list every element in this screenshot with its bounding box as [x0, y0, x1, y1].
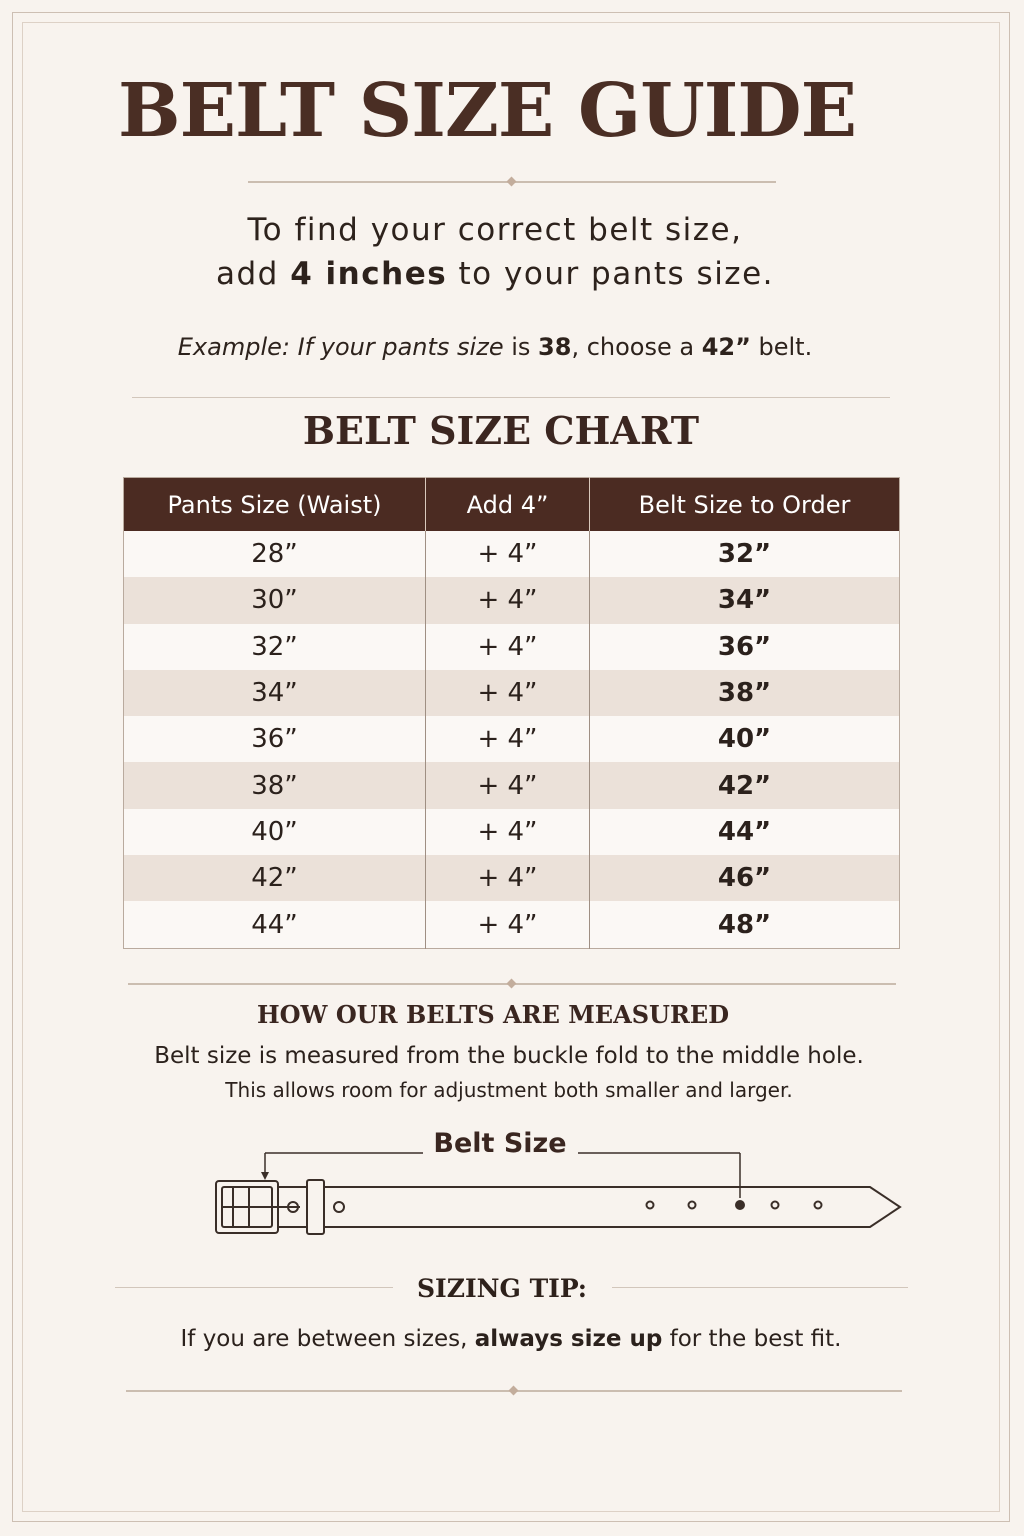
belt-keeper [307, 1180, 324, 1234]
example-text: Example: If your pants size is 38, choose a 42” belt. [177, 333, 813, 361]
belt-size-cell: 48” [590, 901, 900, 948]
add-cell: + 4” [426, 855, 590, 901]
add-cell: + 4” [426, 762, 590, 808]
pants-size-cell: 30” [124, 577, 426, 623]
pants-size-cell: 28” [124, 531, 426, 577]
pants-size-cell: 44” [124, 901, 426, 948]
intro-highlight: 4 inches [290, 256, 448, 292]
measure-description-1: Belt size is measured from the buckle fold to the middle hole. [154, 1043, 864, 1069]
belt-size-cell: 42” [590, 762, 900, 808]
hole [647, 1202, 654, 1209]
belt-size-label: Belt Size [433, 1128, 567, 1159]
measure-heading: HOW OUR BELTS ARE MEASURED [256, 1000, 730, 1029]
hole [772, 1202, 779, 1209]
sizing-tip-text: If you are between sizes, always size up for the best fit. [180, 1326, 842, 1352]
pants-size-cell: 38” [124, 762, 426, 808]
belt-size-cell: 32” [590, 531, 900, 577]
intro-line-1: To find your correct belt size, [247, 212, 743, 248]
add-cell: + 4” [426, 577, 590, 623]
pants-size-cell: 40” [124, 809, 426, 855]
add-cell: + 4” [426, 716, 590, 762]
intro-line-2: add 4 inches to your pants size. [215, 256, 775, 292]
pants-size-cell: 36” [124, 716, 426, 762]
pants-size-cell: 42” [124, 855, 426, 901]
belt-size-cell: 40” [590, 716, 900, 762]
belt-size-cell: 46” [590, 855, 900, 901]
belt-size-cell: 44” [590, 809, 900, 855]
arrow-icon [261, 1172, 269, 1180]
header-belt-size: Belt Size to Order [590, 478, 900, 532]
belt-size-cell: 34” [590, 577, 900, 623]
header-add: Add 4” [426, 478, 590, 532]
add-cell: + 4” [426, 809, 590, 855]
hole [334, 1202, 344, 1212]
page-title: BELT SIZE GUIDE [118, 68, 856, 154]
hole [815, 1202, 822, 1209]
measure-description-2: This allows room for adjustment both smaller and larger. [225, 1078, 793, 1102]
belt-size-cell: 36” [590, 624, 900, 670]
sizing-tip-heading: SIZING TIP: [416, 1274, 588, 1303]
add-cell: + 4” [426, 531, 590, 577]
hole [689, 1202, 696, 1209]
pants-size-cell: 32” [124, 624, 426, 670]
footer-ornament-divider [126, 1385, 902, 1397]
add-cell: + 4” [426, 901, 590, 948]
pants-size-cell: 34” [124, 670, 426, 716]
add-cell: + 4” [426, 624, 590, 670]
belt-strap [230, 1187, 900, 1227]
header-pants-size: Pants Size (Waist) [124, 478, 426, 532]
chart-title: BELT SIZE CHART [302, 408, 700, 453]
add-cell: + 4” [426, 670, 590, 716]
middle-hole [736, 1201, 744, 1209]
belt-size-cell: 38” [590, 670, 900, 716]
